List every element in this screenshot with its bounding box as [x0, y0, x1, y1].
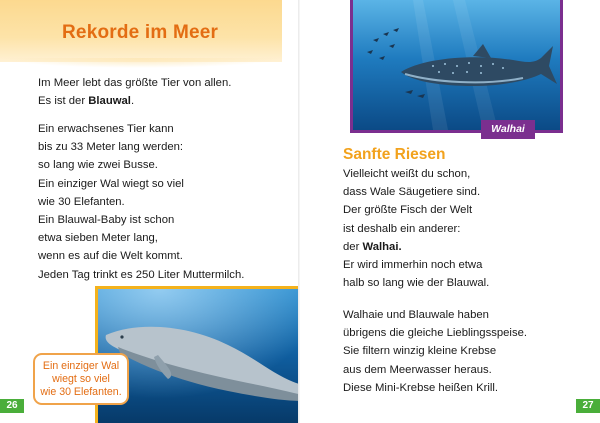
bold-term-walhai: Walhai. [362, 240, 402, 253]
whale-shark-photo [350, 0, 563, 133]
text-line: Vielleicht weißt du schon, [343, 168, 471, 180]
text-line: Er wird immerhin noch etwa [343, 259, 483, 272]
photo-label-walhai: Walhai [481, 120, 535, 139]
text-line: bis zu 33 Meter lang werden: [38, 141, 184, 154]
text-line: Der größte Fisch der Welt [343, 204, 473, 217]
callout-line: Ein einziger Wal [42, 360, 120, 372]
right-page [300, 0, 600, 423]
blue-whale-illustration [98, 289, 300, 423]
text-fragment: der [343, 240, 363, 253]
page-number-right: 27 [576, 399, 600, 413]
text-line [343, 238, 489, 256]
shark-paragraph [343, 165, 489, 292]
text-line: Ein Blauwal-Baby ist schon [38, 214, 175, 227]
whale-shark-illustration [353, 0, 560, 130]
text-line: Walhaie und Blauwale haben [343, 309, 489, 321]
text-line: wenn es auf die Welt kommt. [38, 250, 183, 263]
text-line: dass Wale Säugetiere sind. [343, 186, 481, 199]
fact-callout [33, 353, 129, 405]
text-line: Im Meer lebt das größte Tier von allen. [38, 77, 232, 89]
text-line: Sie filtern winzig kleine Krebse [343, 345, 497, 358]
text-line [38, 92, 231, 110]
text-line: Ein erwachsenes Tier kann [38, 123, 174, 135]
text-fragment: Es ist der [38, 95, 89, 108]
callout-line: wie 30 Elefanten. [40, 386, 122, 398]
title-banner [0, 0, 282, 62]
section-heading: Sanfte Riesen [343, 146, 446, 163]
text-line: ist deshalb ein anderer: [343, 222, 461, 235]
page-title: Rekorde im Meer [62, 22, 219, 43]
text-line: etwa sieben Meter lang, [38, 232, 158, 245]
facts-paragraph [38, 120, 244, 284]
callout-line: wiegt so viel [52, 373, 110, 385]
bold-term-blauwal: Blauwal [88, 95, 131, 108]
text-line: aus dem Meerwasser heraus. [343, 363, 492, 376]
page-number-left: 26 [0, 399, 24, 413]
text-line: halb so lang wie der Blauwal. [343, 277, 490, 290]
text-line: so lang wie zwei Busse. [38, 159, 158, 172]
text-line: übrigens die gleiche Lieblingsspeise. [343, 327, 528, 340]
text-line: wie 30 Elefanten. [38, 195, 125, 208]
food-paragraph [343, 306, 527, 397]
intro-paragraph [38, 74, 231, 110]
text-line: Jeden Tag trinkt es 250 Liter Muttermilch. [38, 268, 245, 281]
text-line: Ein einziger Wal wiegt so viel [38, 177, 184, 190]
text-line: Diese Mini-Krebse heißen Krill. [343, 381, 499, 394]
text-fragment: . [130, 95, 135, 108]
